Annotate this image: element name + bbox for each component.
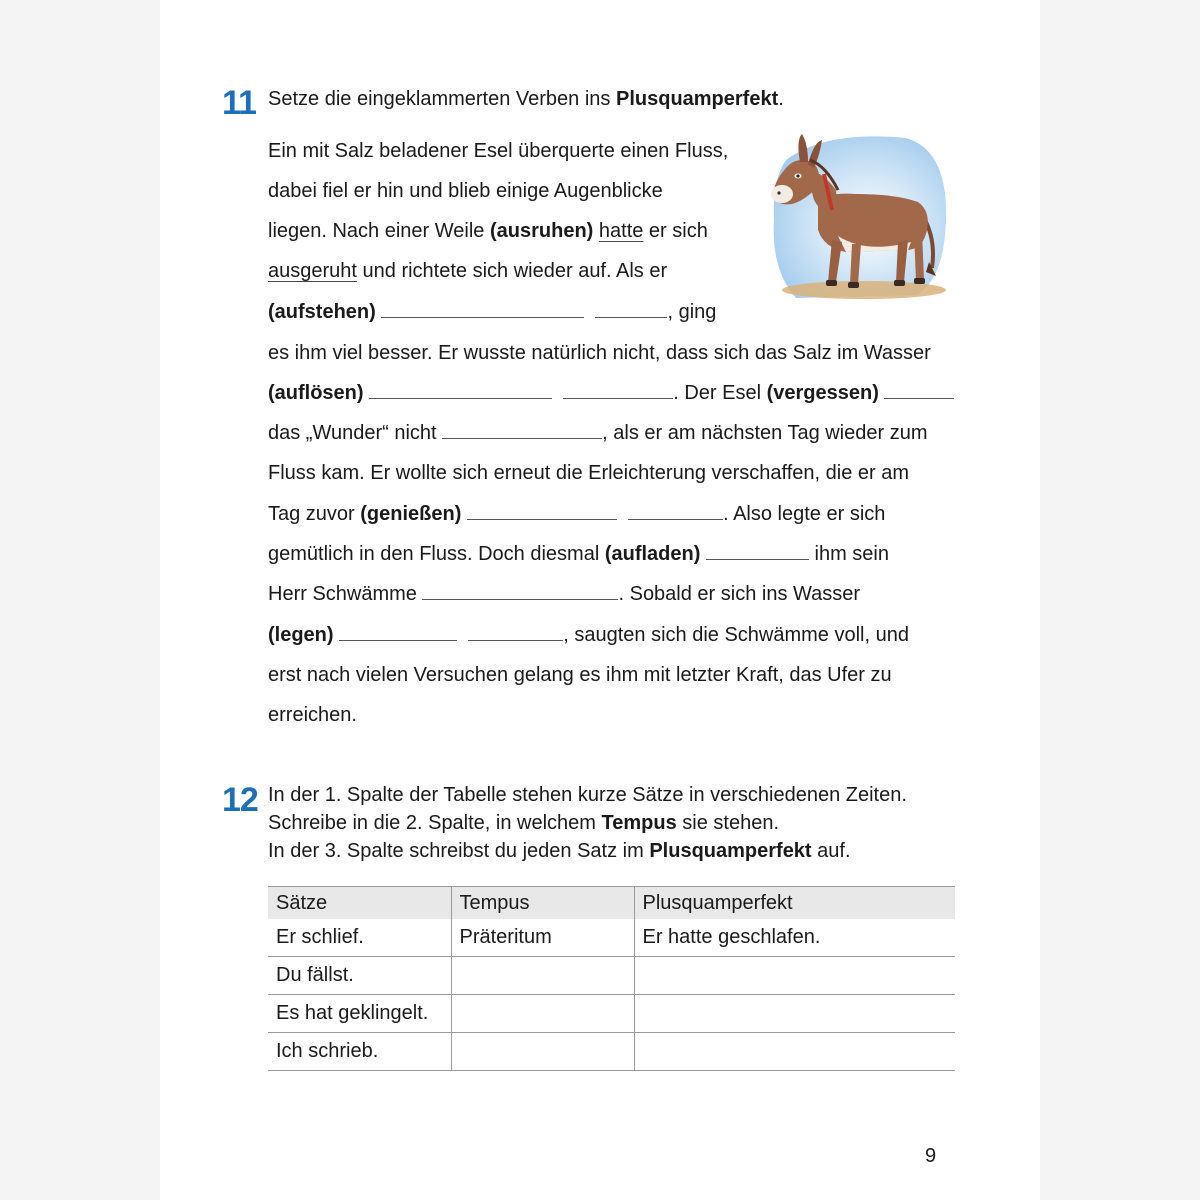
tempus-answer-cell[interactable] xyxy=(451,1033,634,1071)
instruction-text: In der 3. Spalte schreibst du jeden Satz im xyxy=(268,840,650,862)
example-answer-ausgeruht: ausgeruht xyxy=(268,260,357,282)
instruction-text: Schreibe in die 2. Spalte, in welchem xyxy=(268,812,602,834)
table-row xyxy=(268,1033,955,1071)
story-line-13 xyxy=(268,622,909,648)
plusquamperfekt-answer-cell[interactable] xyxy=(634,995,955,1033)
task-number-12: 12 xyxy=(222,781,258,819)
example-answer-hatte: hatte xyxy=(598,220,644,242)
answer-blank-aufstehen-1[interactable] xyxy=(381,299,584,318)
tempus-answer-cell[interactable] xyxy=(451,995,634,1033)
story-line-1: Ein mit Salz beladener Esel überquerte einen Fluss, xyxy=(268,140,729,162)
story-line-5 xyxy=(268,299,716,325)
answer-blank-legen-1[interactable] xyxy=(339,622,457,641)
story-text: liegen. Nach einer Weile xyxy=(268,220,490,242)
answer-blank-vergessen-1[interactable] xyxy=(884,380,954,399)
story-text: . Sobald er sich ins Wasser xyxy=(618,583,861,605)
donkey-illustration xyxy=(766,130,948,302)
sentence-cell: Es hat geklingelt. xyxy=(268,995,451,1033)
table-header-row xyxy=(268,887,955,920)
instruction-keyword: Plusquamperfekt xyxy=(615,88,779,110)
page-number: 9 xyxy=(925,1145,937,1167)
verb-aufladen: (aufladen) xyxy=(604,543,701,565)
story-line-11 xyxy=(268,541,889,567)
story-line-8 xyxy=(268,420,928,446)
story-text: ihm sein xyxy=(808,543,889,565)
task-12-instruction-3 xyxy=(268,838,851,864)
sentence-cell: Ich schrieb. xyxy=(268,1033,451,1071)
verb-ausruhen: (ausruhen) xyxy=(489,220,594,242)
verb-legen: (legen) xyxy=(268,624,334,646)
tempus-answer-cell[interactable] xyxy=(451,957,634,995)
tense-table xyxy=(268,886,955,1071)
verb-geniessen: (genießen) xyxy=(360,503,462,525)
answer-blank-geniessen-2[interactable] xyxy=(628,501,723,520)
story-line-15: erreichen. xyxy=(268,704,357,726)
story-line-9: Fluss kam. Er wollte sich erneut die Erleichterung verschaffen, die er am xyxy=(268,462,910,484)
answer-blank-aufloesen-1[interactable] xyxy=(369,380,552,399)
story-line-6: es ihm viel besser. Er wusste natürlich nicht, dass sich das Salz im Wasser xyxy=(268,342,931,364)
story-text: , als er am nächsten Tag wieder zum xyxy=(602,422,928,444)
answer-blank-aufstehen-2[interactable] xyxy=(595,299,667,318)
sentence-cell: Er schlief. xyxy=(268,919,451,957)
instruction-text-end: sie stehen. xyxy=(676,812,780,834)
story-line-10 xyxy=(268,501,885,527)
column-header-tempus: Tempus xyxy=(451,887,634,920)
tempus-cell: Präteritum xyxy=(451,919,634,957)
answer-blank-vergessen-2[interactable] xyxy=(442,420,602,439)
table-row xyxy=(268,957,955,995)
instruction-keyword: Plusquamperfekt xyxy=(649,840,812,862)
story-text: er sich xyxy=(643,220,708,242)
answer-blank-aufladen-1[interactable] xyxy=(706,541,809,560)
story-text: und richtete sich wieder auf. Als er xyxy=(356,260,668,282)
answer-blank-aufloesen-2[interactable] xyxy=(563,380,673,399)
table-row xyxy=(268,995,955,1033)
story-line-2: dabei fiel er hin und blieb einige Augenblicke xyxy=(268,180,663,202)
story-line-4 xyxy=(268,258,667,284)
instruction-text-end: auf. xyxy=(811,840,851,862)
instruction-keyword: Tempus xyxy=(601,812,677,834)
task-11-instruction xyxy=(268,86,784,112)
plusquamperfekt-answer-cell[interactable] xyxy=(634,957,955,995)
story-text: , ging xyxy=(667,301,717,323)
task-12-instruction-1: In der 1. Spalte der Tabelle stehen kurze Sätze in verschiedenen Zeiten. xyxy=(268,784,907,806)
sentence-cell: Du fällst. xyxy=(268,957,451,995)
instruction-text: Setze die eingeklammerten Verben ins xyxy=(268,88,616,110)
task-number-11: 11 xyxy=(222,84,256,122)
table-row xyxy=(268,919,955,957)
column-header-saetze: Sätze xyxy=(268,887,451,920)
verb-vergessen: (vergessen) xyxy=(766,382,879,404)
story-text: gemütlich in den Fluss. Doch diesmal xyxy=(268,543,605,565)
story-line-3 xyxy=(268,218,708,244)
verb-aufloesen: (auflösen) xyxy=(268,382,364,404)
story-text: . Also legte er sich xyxy=(723,503,886,525)
story-text: , saugten sich die Schwämme voll, und xyxy=(563,624,909,646)
answer-blank-geniessen-1[interactable] xyxy=(467,501,617,520)
instruction-text-end: . xyxy=(778,88,784,110)
story-line-14: erst nach vielen Versuchen gelang es ihm mit letzter Kraft, das Ufer zu xyxy=(268,664,892,686)
story-text: Tag zuvor xyxy=(268,503,361,525)
story-line-7 xyxy=(268,380,954,406)
column-header-plusquamperfekt: Plusquamperfekt xyxy=(634,887,955,920)
story-line-12 xyxy=(268,581,860,607)
task-12-instruction-2 xyxy=(268,810,779,836)
verb-aufstehen: (aufstehen) xyxy=(268,301,376,323)
answer-blank-aufladen-2[interactable] xyxy=(422,581,618,600)
story-text: Herr Schwämme xyxy=(268,583,423,605)
story-text: das „Wunder“ nicht xyxy=(268,422,443,444)
story-text: . Der Esel xyxy=(673,382,767,404)
answer-blank-legen-2[interactable] xyxy=(468,622,563,641)
plusquamperfekt-answer-cell[interactable] xyxy=(634,1033,955,1071)
plusquamperfekt-cell: Er hatte geschlafen. xyxy=(634,919,955,957)
